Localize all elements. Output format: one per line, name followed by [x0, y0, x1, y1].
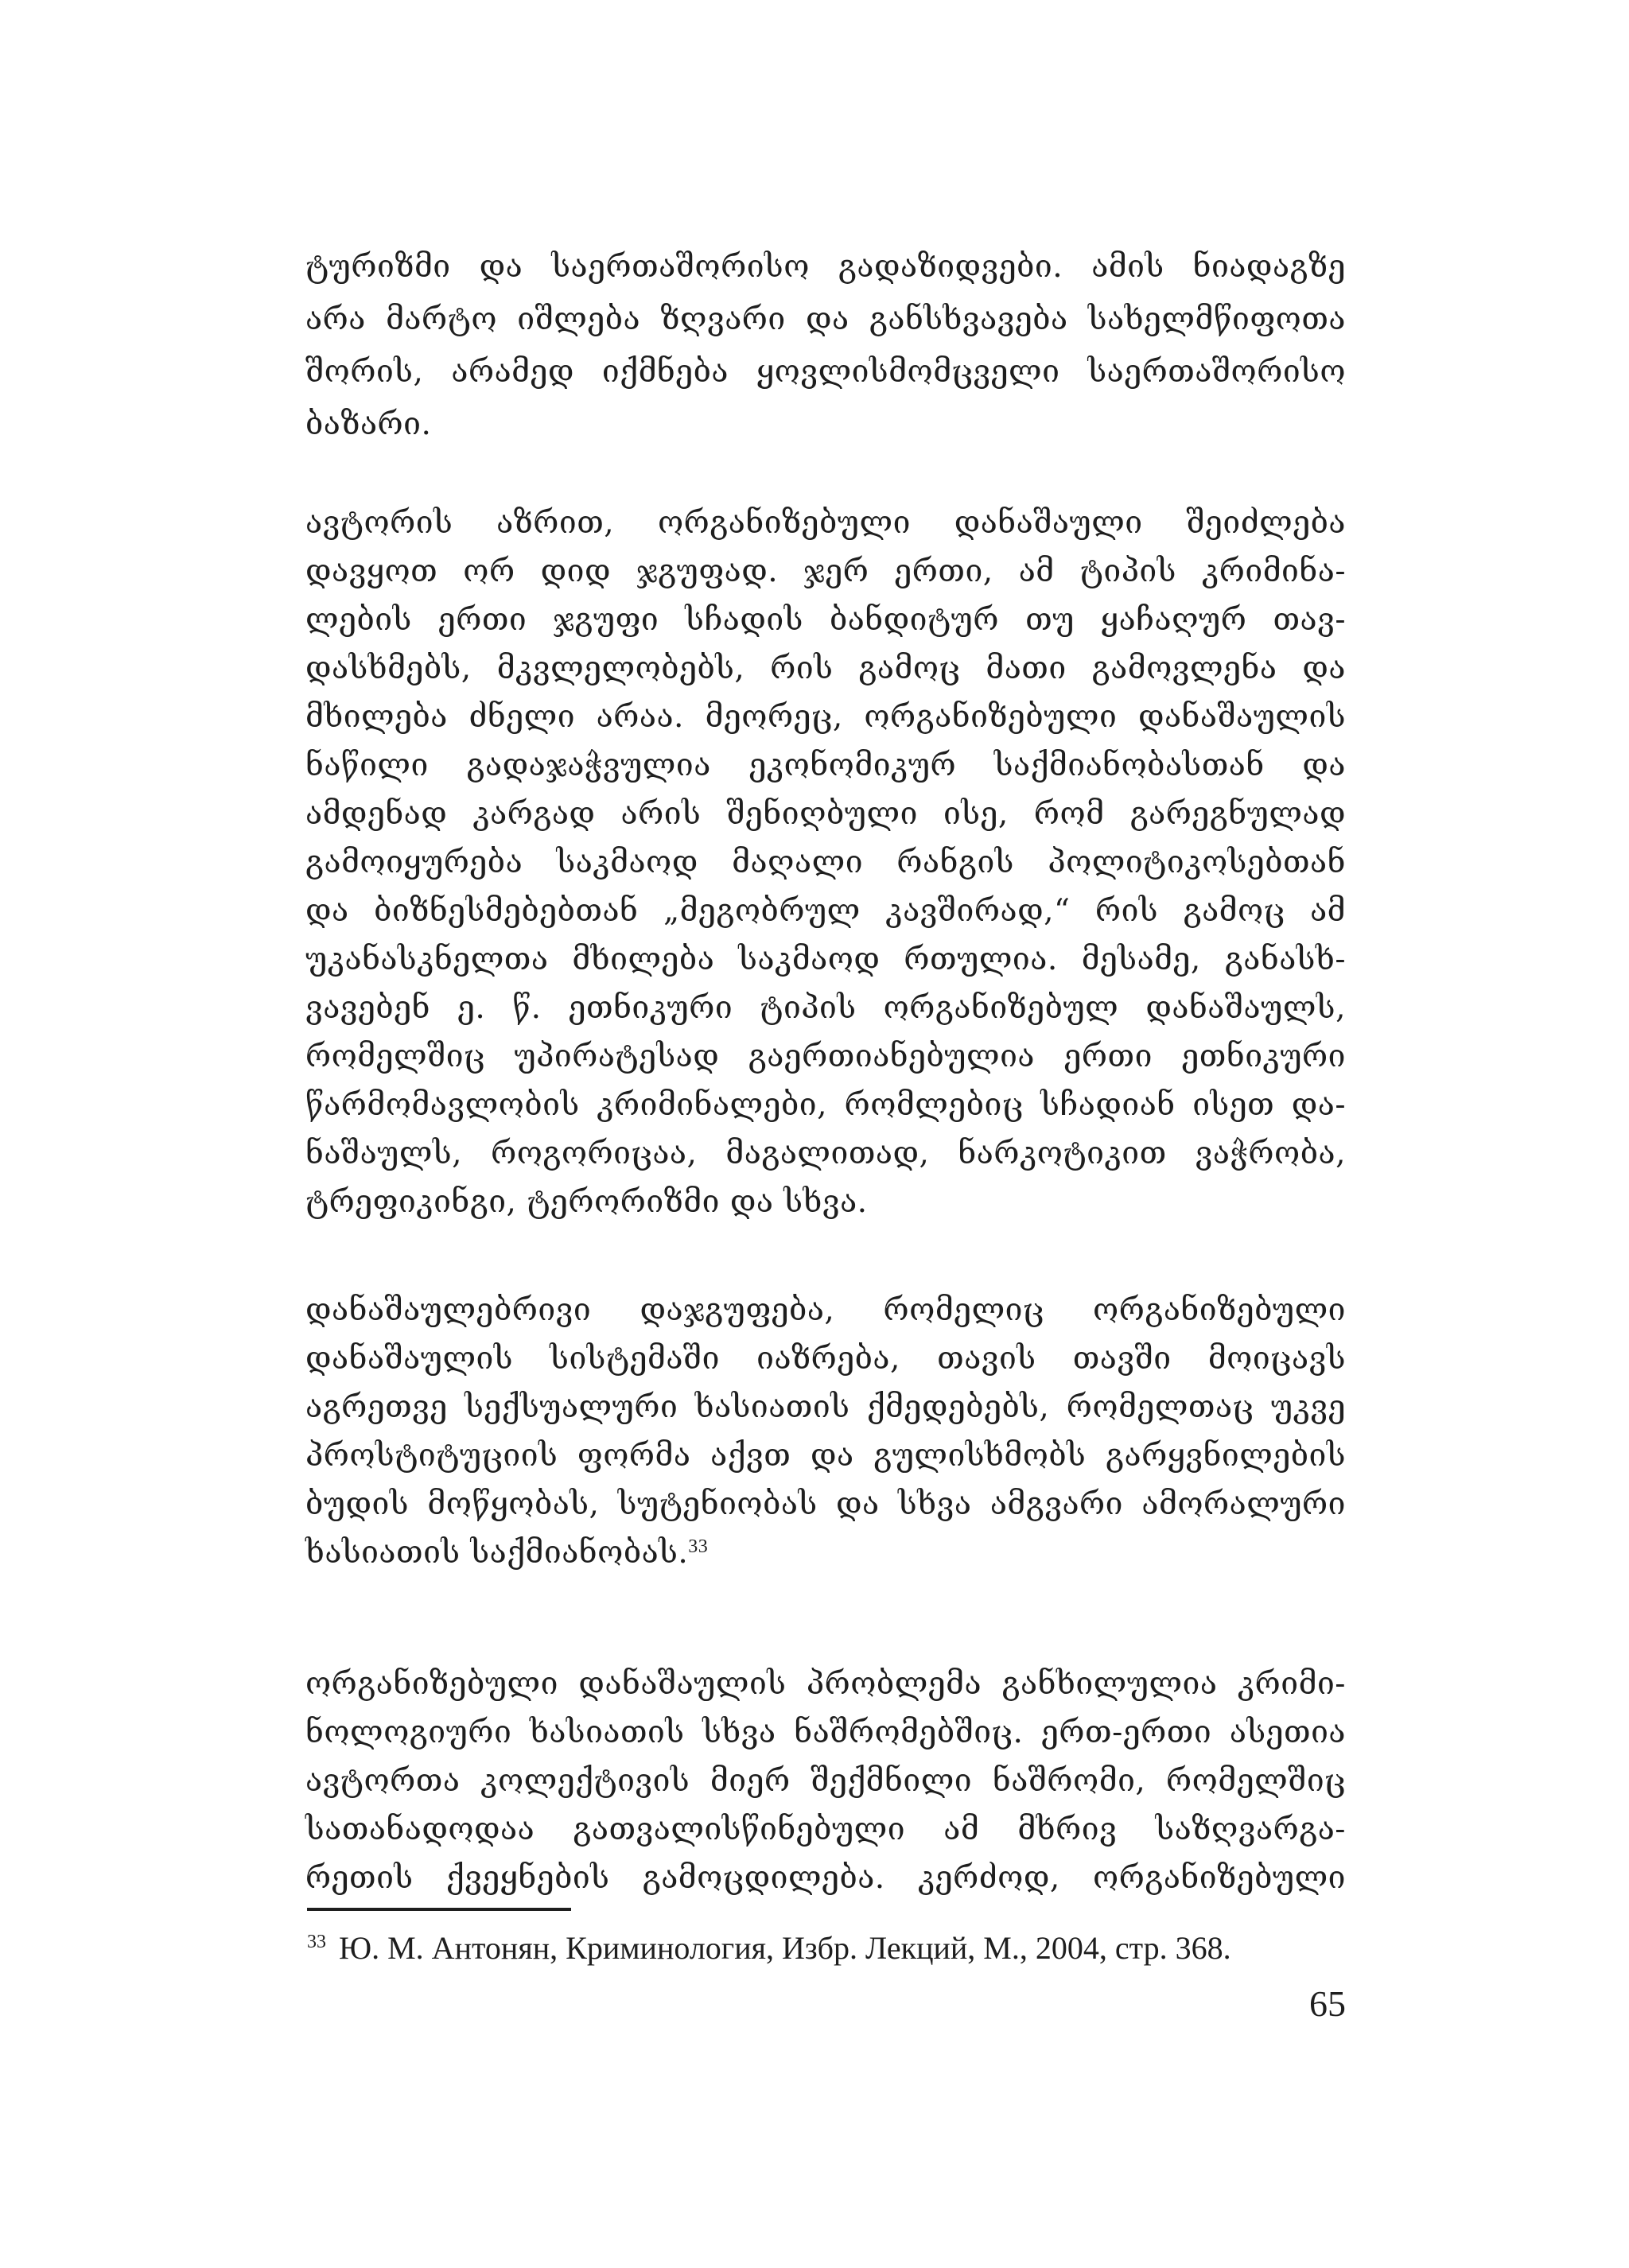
paragraph-line: დავყოთ ორ დიდ ჯგუფად. ჯერ ერთი, ამ ტიპის კრიმინა- [305, 553, 1346, 589]
footnote-reference[interactable]: 33 [688, 1536, 709, 1557]
paragraph-line: ავტორის აზრით, ორგანიზებული დანაშაული შეიძლება [305, 505, 1346, 541]
paragraph-line: სათანადოდაა გათვალისწინებული ამ მხრივ საზღვარგა- [305, 1812, 1346, 1847]
paragraph-line: რეთის ქვეყნების გამოცდილება. კერძოდ, ორგანიზებული [305, 1860, 1346, 1896]
footnote-text: Ю. М. Антонян, Криминология, Избр. Лекций, М., 2004, стр. 368. [339, 1930, 1231, 1966]
footnote-separator [307, 1908, 571, 1911]
paragraph-line: შორის, არამედ იქმნება ყოვლისმომცველი საერთაშორისო [305, 354, 1346, 390]
paragraph-line: ნაწილი გადაჯაჭვულია ეკონომიკურ საქმიანობასთან და [305, 748, 1346, 783]
paragraph-line: არა მარტო იშლება ზღვარი და განსხვავება სახელმწიფოთა [305, 301, 1346, 337]
paragraph-line: დასხმებს, მკვლელობებს, რის გამოც მათი გამოვლენა და [305, 650, 1346, 686]
paragraph-line: ტურიზმი და საერთაშორისო გადაზიდვები. ამის ნიადაგზე [305, 249, 1346, 285]
paragraph-line: წარმომავლობის კრიმინალები, რომლებიც სჩადიან ისეთ და- [305, 1087, 1346, 1123]
paragraph-line: ამდენად კარგად არის შენიღბული ისე, რომ გარეგნულად [305, 796, 1346, 832]
paragraph-line: დანაშაულის სისტემაში იაზრება, თავის თავში მოიცავს [305, 1341, 1346, 1377]
paragraph-line: გამოიყურება საკმაოდ მაღალი რანგის პოლიტიკოსებთან [305, 845, 1346, 880]
paragraph-line: აგრეთვე სექსუალური ხასიათის ქმედებებს, რომელთაც უკვე [305, 1389, 1346, 1425]
paragraph-line: უკანასკნელთა მხილება საკმაოდ რთულია. მესამე, განასხ- [305, 942, 1346, 977]
page-number: 65 [1309, 1983, 1346, 2024]
paragraph-line: და ბიზნესმებებთან „მეგობრულ კავშირად,“ რის გამოც ამ [305, 893, 1346, 929]
paragraph-line: ტრეფიკინგი, ტერორიზმი და სხვა. [305, 1184, 868, 1220]
paragraph-line: ბაზარი. [305, 406, 432, 442]
paragraph-line-text: ხასიათის საქმიანობას. [305, 1535, 689, 1571]
paragraph-line: ბუდის მოწყობას, სუტენიობას და სხვა ამგვარი ამორალური [305, 1486, 1346, 1522]
paragraph-line: ვავებენ ე. წ. ეთნიკური ტიპის ორგანიზებულ დანაშაულს, [305, 990, 1346, 1026]
paragraph-line: ავტორთა კოლექტივის მიერ შექმნილი ნაშრომი, რომელშიც [305, 1763, 1346, 1799]
paragraph-line: მხილება ძნელი არაა. მეორეც, ორგანიზებული დანაშაულის [305, 699, 1346, 735]
footnote [307, 1928, 1341, 1973]
footnote-mark: 33 [307, 1932, 326, 1952]
paragraph-line: ორგანიზებული დანაშაულის პრობლემა განხილულია კრიმი- [305, 1666, 1346, 1702]
paragraph-line: დანაშაულებრივი დაჯგუფება, რომელიც ორგანიზებული [305, 1292, 1346, 1328]
paragraph-line: ნოლოგიური ხასიათის სხვა ნაშრომებშიც. ერთ-ერთი ასეთია [305, 1715, 1346, 1750]
paragraph-line: ნაშაულს, როგორიცაა, მაგალითად, ნარკოტიკით ვაჭრობა, [305, 1136, 1346, 1171]
paragraph-line: ლების ერთი ჯგუფი სჩადის ბანდიტურ თუ ყაჩაღურ თავ- [305, 602, 1346, 638]
paragraph-line: პროსტიტუციის ფორმა აქვთ და გულისხმობს გარყვნილების [305, 1438, 1346, 1474]
paragraph-line: რომელშიც უპირატესად გაერთიანებულია ერთი ეთნიკური [305, 1039, 1346, 1074]
paragraph-last-line [305, 1527, 1346, 1579]
